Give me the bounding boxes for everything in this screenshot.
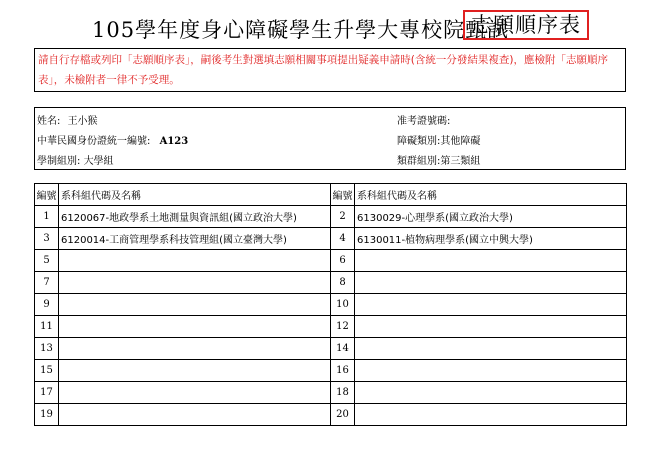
choice-number: 13 [35,338,59,360]
choice-department: 6120067-地政學系土地測量與資訊組(國立政治大學) [59,206,331,228]
category-value: 第三類組 [440,156,481,167]
choice-department: 6130029-心理學系(國立政治大學) [355,206,627,228]
choice-number: 11 [35,316,59,338]
choice-number: 7 [35,272,59,294]
choice-department [59,382,331,404]
choice-number: 4 [331,228,355,250]
header-number-right: 編號 [331,184,355,206]
choice-department [59,316,331,338]
disability-value: 其他障礙 [440,136,481,147]
applicant-info [34,107,626,170]
id-field [37,132,188,147]
choice-number: 20 [331,404,355,426]
name-label: 姓名: [37,116,61,127]
table-row [35,250,627,272]
choice-department [355,338,627,360]
table-header-row [35,184,627,206]
choice-table [34,183,627,426]
group-field [37,152,114,167]
choice-number: 14 [331,338,355,360]
table-row [35,294,627,316]
notice-box: 請自行存檔或列印「志願順序表」，嗣後考生對選填志願相關事項提出疑義申請時(含統一分發結果複查)，應檢附「志願順序表」，未檢附者一律不予受理。 [34,48,626,92]
table-row [35,316,627,338]
choice-number: 18 [331,382,355,404]
page-title: 105學年度身心障礙學生升學大專校院甄試 [92,18,510,42]
group-label: 學制組別: [37,156,81,167]
table-row [35,228,627,250]
choice-department: 6120014-工商管理學系科技管理組(國立臺灣大學) [59,228,331,250]
id-label: 中華民國身份證統一編號: [37,136,151,147]
category-field [397,152,480,167]
choice-department: 6130011-植物病理學系(國立中興大學) [355,228,627,250]
choice-department [355,250,627,272]
choice-number: 10 [331,294,355,316]
table-row [35,206,627,228]
category-label: 類群組別: [397,156,441,167]
table-row [35,382,627,404]
choice-department [355,382,627,404]
choice-department [355,360,627,382]
page-header [0,8,653,44]
disability-field [397,132,480,147]
header-number-left: 編號 [35,184,59,206]
choice-number: 9 [35,294,59,316]
choice-number: 2 [331,206,355,228]
choice-number: 15 [35,360,59,382]
name-value: 王小猴 [67,116,98,127]
choice-department [59,272,331,294]
table-row [35,404,627,426]
choice-department [59,294,331,316]
choice-department [59,404,331,426]
choice-number: 8 [331,272,355,294]
disability-label: 障礙類別: [397,136,441,147]
choice-department [355,294,627,316]
group-value: 大學組 [83,156,114,167]
table-row [35,272,627,294]
exam-number-label: 准考證號碼: [397,116,451,127]
choice-number: 12 [331,316,355,338]
choice-number: 1 [35,206,59,228]
choice-number: 6 [331,250,355,272]
name-field [37,112,98,127]
document-type-box: 志願順序表 [463,10,589,40]
choice-number: 16 [331,360,355,382]
choice-department [355,404,627,426]
choice-number: 19 [35,404,59,426]
choice-department [355,316,627,338]
header-dept-right: 系科組代碼及名稱 [355,184,627,206]
table-row [35,338,627,360]
header-dept-left: 系科組代碼及名稱 [59,184,331,206]
choice-number: 3 [35,228,59,250]
choice-department [59,360,331,382]
choice-department [59,338,331,360]
table-row [35,360,627,382]
choice-department [59,250,331,272]
id-value: A123 [159,136,189,147]
choice-department [355,272,627,294]
exam-number-field [397,112,450,127]
choice-number: 17 [35,382,59,404]
choice-number: 5 [35,250,59,272]
